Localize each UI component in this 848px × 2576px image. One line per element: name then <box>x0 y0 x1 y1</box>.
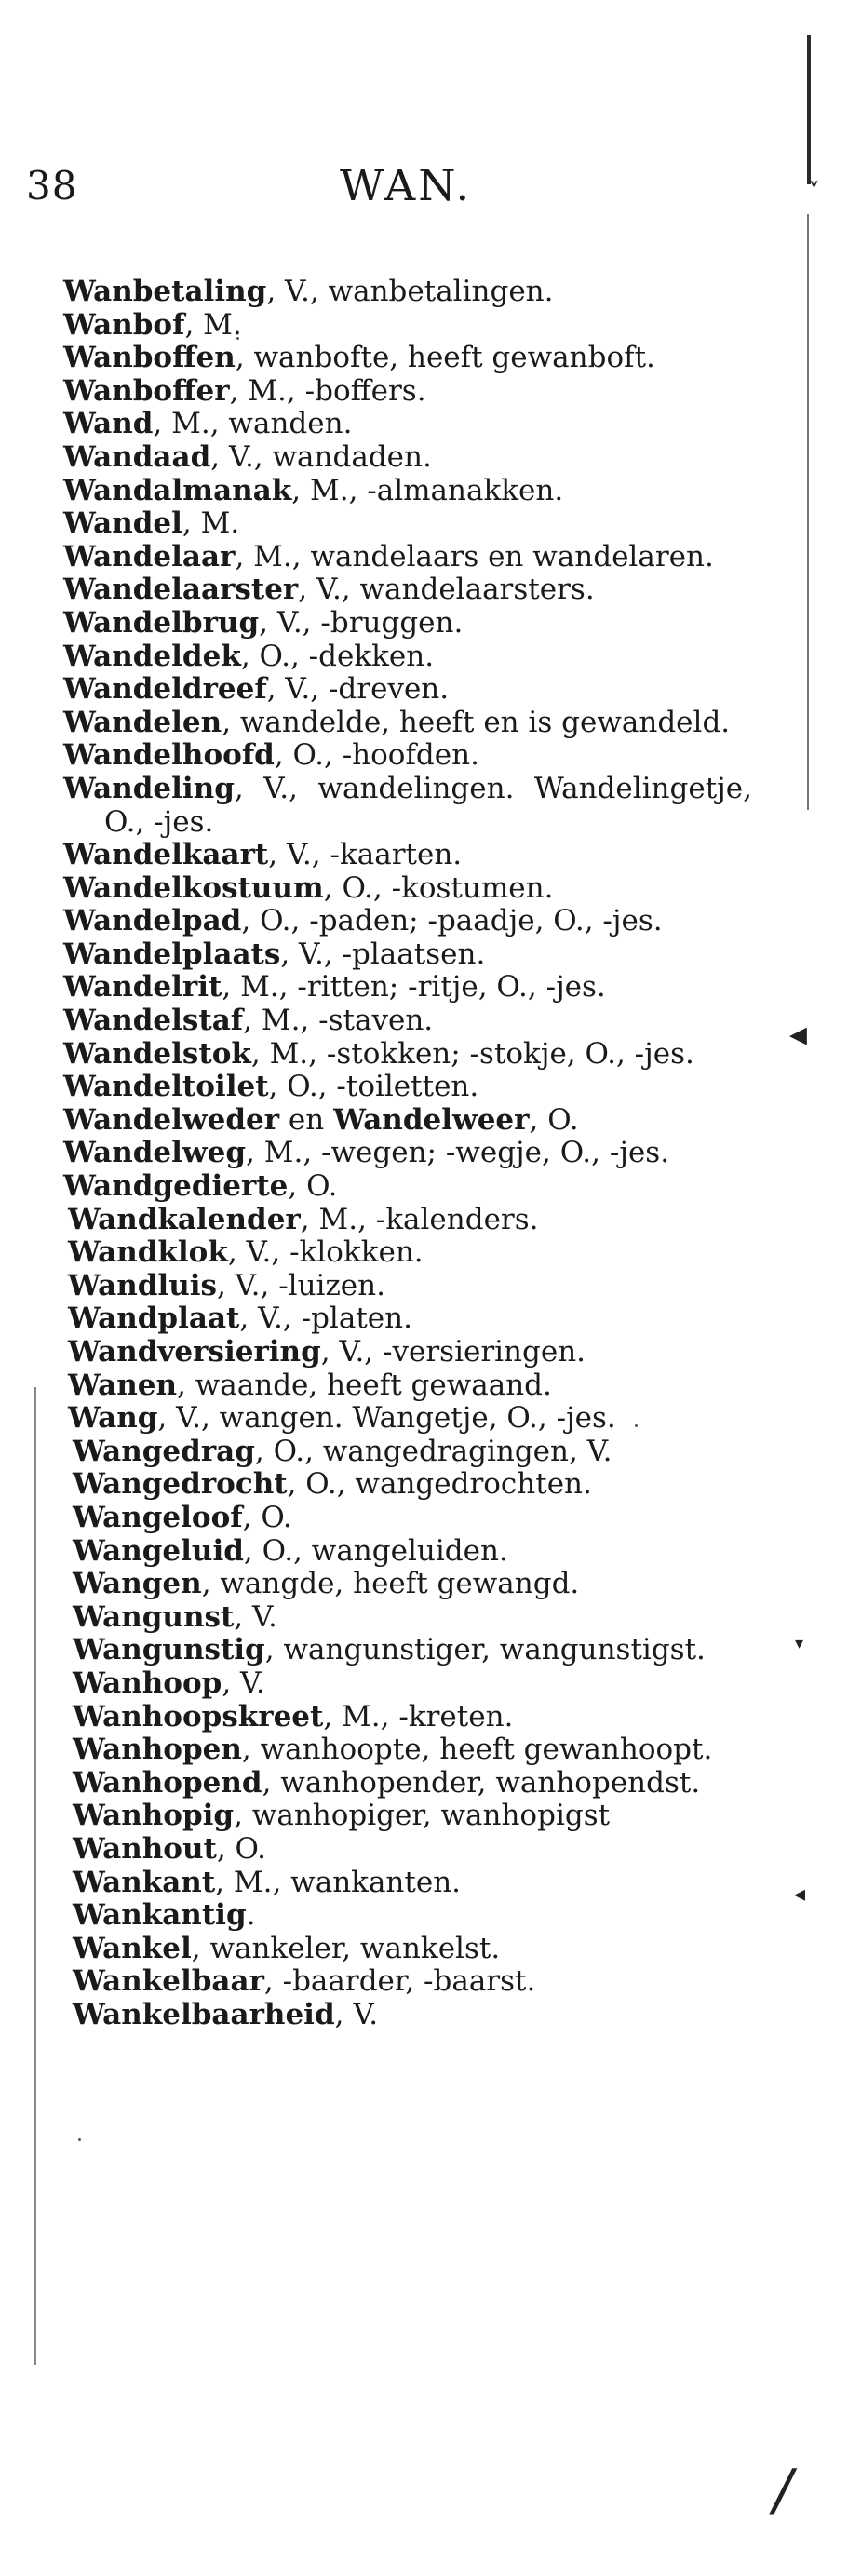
entry-headword: Wandelrit <box>63 970 222 1005</box>
entry-headword: Wangeluid <box>73 1533 244 1568</box>
dictionary-entry <box>73 1634 752 1667</box>
entry-headword: Wandelplaats <box>63 937 281 971</box>
entry-definition: , M., -ritten; -ritje, O., -jes. <box>222 970 606 1005</box>
entry-headword: Wandelkostuum <box>63 870 324 905</box>
entry-headword: Wandalmanak <box>63 473 292 507</box>
dictionary-entry <box>63 673 752 707</box>
entry-headword: Wandeldek <box>63 639 241 673</box>
entry-definition: , wanhoopte, heeft gewanhoopt. <box>241 1733 713 1767</box>
scan-artifact-mark: ▾ <box>794 1634 803 1653</box>
entry-headword: Wanhopend <box>73 1765 262 1800</box>
dictionary-entry <box>63 1170 752 1204</box>
scan-artifact-mark: / <box>773 2458 792 2523</box>
dictionary-entry <box>73 1965 752 1999</box>
entry-headword: Wandkalender <box>68 1202 301 1236</box>
entry-definition: en <box>279 1102 334 1137</box>
dictionary-entry <box>63 971 752 1005</box>
dictionary-entry <box>63 1137 752 1170</box>
entry-definition: , V., -kaarten. <box>268 838 463 872</box>
entry-definition: , O. <box>242 1500 292 1534</box>
entry-headword: Wangunstig <box>73 1633 265 1667</box>
dictionary-entry <box>63 739 752 773</box>
entry-headword: Wang <box>68 1401 158 1436</box>
entry-definition: , wankeler, wankelst. <box>191 1931 501 1965</box>
entry-headword: Wankelbaar <box>73 1964 264 1999</box>
entry-headword: Wandplaat <box>68 1301 240 1336</box>
entry-definition: , V. <box>222 1666 265 1700</box>
entry-headword: Wangunst <box>73 1599 235 1634</box>
dictionary-entry <box>73 1601 752 1635</box>
scan-edge-rule <box>807 35 811 184</box>
entry-definition: , O., wangeluiden. <box>243 1533 508 1568</box>
entry-definition: , wangunstiger, wangunstigst. <box>264 1633 706 1667</box>
entry-headword: Wanhout <box>73 1831 217 1866</box>
entry-headword: Wankel <box>73 1931 192 1965</box>
dictionary-entry <box>63 573 752 607</box>
dictionary-entry <box>63 309 752 343</box>
entry-definition: , M., wanden. <box>153 407 353 441</box>
entry-headword: Wandaad <box>63 439 211 474</box>
dictionary-entry <box>63 1038 752 1072</box>
entry-headword: Wanboffer <box>63 373 230 408</box>
entry-headword: Wandeltoilet <box>63 1070 269 1104</box>
entry-definition: , V. <box>234 1599 277 1634</box>
entry-headword: Wandelkaart <box>63 838 269 872</box>
dictionary-entry <box>63 441 752 475</box>
entry-definition: . <box>246 1898 256 1933</box>
entry-headword: Wandelweder <box>63 1102 280 1137</box>
dictionary-entry <box>73 1535 752 1569</box>
dictionary-entry <box>73 1933 752 1966</box>
entry-headword: Wandelstaf <box>63 1004 244 1038</box>
dictionary-entry <box>73 1436 752 1469</box>
dictionary-entry <box>63 607 752 641</box>
entry-definition: , wanhopender, wanhopendst. <box>262 1765 701 1800</box>
scan-edge-rule <box>807 214 809 810</box>
entry-headword: Wandversiering <box>68 1335 321 1369</box>
scan-artifact-mark: ˅ <box>808 179 820 207</box>
dictionary-entry <box>63 342 752 375</box>
dictionary-entry <box>73 1568 752 1601</box>
dictionary-entry <box>73 1468 752 1502</box>
entry-definition: , O., -kostumen. <box>323 870 554 905</box>
dictionary-entry <box>63 408 752 441</box>
page-number: 38 <box>26 163 78 209</box>
dictionary-entry <box>68 1336 752 1369</box>
dictionary-entry <box>63 773 752 839</box>
entry-definition: , M. <box>184 307 242 342</box>
entry-definition: , O., -hoofden. <box>274 738 479 773</box>
entry-headword: Wanhopen <box>73 1733 242 1767</box>
dictionary-entry <box>73 1833 752 1867</box>
dictionary-entry <box>73 1767 752 1801</box>
entry-headword: Wandelaarster <box>63 573 299 607</box>
entry-headword: Wanbetaling <box>63 275 267 308</box>
entry-definition: , M., wandelaars en wandelaren. <box>235 539 714 573</box>
entry-headword: Wandelstok <box>63 1036 251 1071</box>
scan-artifact-mark: ◂ <box>793 1881 805 1907</box>
entry-definition: , V., -klokken. <box>227 1235 424 1270</box>
entry-definition: , wandelde, heeft en is gewandeld. <box>222 705 731 739</box>
entry-definition: , M., -stokken; -stokje, O., -jes. <box>250 1036 694 1071</box>
entry-definition: , O., -dekken. <box>240 639 435 673</box>
dictionary-entry <box>73 1733 752 1767</box>
entry-headword: Wandelaar <box>63 539 236 573</box>
entry-definition: , V., -bruggen. <box>259 605 464 640</box>
entry-headword: Wankelbaarheid <box>73 1997 335 2031</box>
dictionary-entry <box>73 1502 752 1535</box>
dictionary-entry <box>73 1867 752 1900</box>
entry-definition: , O., -toiletten. <box>268 1070 479 1104</box>
dictionary-entry <box>68 1236 752 1270</box>
dictionary-entry <box>73 1999 752 2032</box>
entry-headword: Wangen <box>73 1567 202 1601</box>
entry-definition: , waande, heeft gewaand. <box>177 1368 552 1402</box>
entry-definition: , O., wangedragingen, V. <box>254 1434 612 1468</box>
dictionary-entry <box>68 1402 752 1436</box>
entry-headword: Wandluis <box>68 1268 217 1302</box>
entry-headword: Wandgedierte <box>63 1169 289 1204</box>
entry-definition: , V. <box>334 1997 379 2031</box>
entry-headword: Wandelen <box>63 705 222 739</box>
entry-definition: , O. <box>288 1169 338 1204</box>
dictionary-entry <box>73 1667 752 1701</box>
dictionary-entry <box>68 1204 752 1237</box>
entry-definition: , O., wangedrochten. <box>287 1467 592 1502</box>
entry-definition: , M. <box>182 506 240 541</box>
dictionary-entry <box>63 1005 752 1038</box>
entry-definition: , -baarder, -baarst. <box>263 1964 536 1999</box>
dictionary-entry <box>63 375 752 409</box>
entry-definition: , V., wandelingen. Wandelingetje, O., -jes. <box>104 771 752 839</box>
entry-definition: , M., -boffers. <box>229 373 426 408</box>
entry-definition: , wanbofte, heeft gewanboft. <box>235 341 655 375</box>
entry-headword: Wandelweg <box>63 1136 247 1170</box>
entry-definition: , V., -platen. <box>239 1301 412 1336</box>
entry-definition: , V., -versieringen. <box>320 1335 586 1369</box>
dictionary-entry <box>63 541 752 574</box>
dictionary-entry <box>68 1369 752 1403</box>
dictionary-entry <box>63 1071 752 1104</box>
entry-definition: , O. <box>529 1102 579 1137</box>
entry-headword: Wandelbrug <box>63 605 260 640</box>
dictionary-entry <box>63 905 752 938</box>
entry-definition: , V., wandelaarsters. <box>298 573 595 607</box>
entry-definition: , M., -wegen; -wegje, O., -jes. <box>246 1136 670 1170</box>
entry-headword: Wandklok <box>68 1235 228 1270</box>
dictionary-entry <box>73 1899 752 1933</box>
entry-definition: , wanhopiger, wanhopigst <box>234 1799 611 1833</box>
dictionary-entry <box>63 872 752 906</box>
dictionary-entry <box>63 707 752 740</box>
entry-headword: Wandeling <box>63 771 235 805</box>
entry-headword: Wandelpad <box>63 904 242 938</box>
entry-definition: , V., -plaatsen. <box>280 937 486 971</box>
entry-definition: , O. <box>216 1831 266 1866</box>
entry-headword: Wanhoop <box>73 1666 222 1700</box>
entry-definition: , V., -dreven. <box>266 672 450 707</box>
entry-definition: , V., -luizen. <box>216 1268 385 1302</box>
dictionary-entry <box>63 839 752 872</box>
entry-definition: , M., -kreten. <box>323 1699 514 1733</box>
dictionary-entry <box>73 1800 752 1833</box>
entry-headword: Wanbof <box>63 307 185 342</box>
entry-headword: Wandel <box>63 506 182 541</box>
entry-headword: Wanhoopskreet <box>73 1699 324 1733</box>
entry-definition: , wangde, heeft gewangd. <box>201 1567 580 1601</box>
scan-artifact-mark: ◂ <box>788 1013 807 1054</box>
dictionary-entry <box>63 641 752 674</box>
entry-definition: , M., -kalenders. <box>300 1202 539 1236</box>
entry-definition: , O., -paden; -paadje, O., -jes. <box>241 904 663 938</box>
entry-definition: , V., wangen. Wangetje, O., -jes. <box>157 1401 616 1436</box>
dictionary-entry <box>73 1701 752 1734</box>
entry-definition: , M., wankanten. <box>215 1865 462 1899</box>
dictionary-entry <box>63 276 752 309</box>
entry-headword: Wangedrocht <box>73 1467 288 1502</box>
entry-headword: Wankant <box>73 1865 216 1899</box>
entry-headword: Wangedrag <box>73 1434 255 1468</box>
entry-headword: Wangeloof <box>73 1500 243 1534</box>
entry-definition: , M., -staven. <box>243 1004 434 1038</box>
entry-headword: Wanen <box>68 1368 178 1402</box>
entry-headword: Wand <box>63 407 154 441</box>
entry-headword: Wandelweer <box>333 1102 530 1137</box>
entry-headword: Wanboffen <box>63 341 236 375</box>
entry-list <box>63 276 752 2031</box>
entry-headword: Wanhopig <box>73 1799 235 1833</box>
scan-speck <box>78 2138 81 2141</box>
dictionary-entry <box>68 1302 752 1336</box>
entry-headword: Wandelhoofd <box>63 738 275 773</box>
dictionary-entry <box>68 1270 752 1303</box>
dictionary-entry <box>63 507 752 541</box>
running-head: WAN. <box>340 160 473 210</box>
dictionary-entry <box>63 1104 752 1138</box>
scan-edge-rule <box>34 1387 36 2365</box>
entry-definition: , M., -almanakken. <box>291 473 564 507</box>
entry-headword: Wandeldreef <box>63 672 267 707</box>
dictionary-entry <box>63 938 752 972</box>
dictionary-entry <box>63 475 752 508</box>
entry-definition: , V., wandaden. <box>210 439 432 474</box>
entry-definition: , V., wanbetalingen. <box>266 275 554 308</box>
entry-headword: Wankantig <box>73 1898 247 1933</box>
